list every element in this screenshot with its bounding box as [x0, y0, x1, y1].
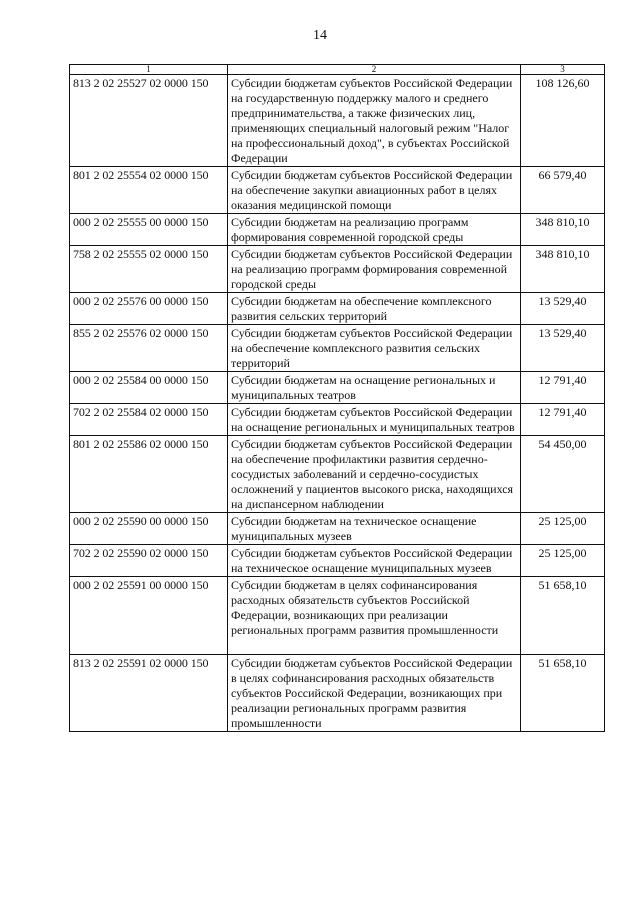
description: Субсидии бюджетам субъектов Российской Федерации на обеспечение профилактики развития сердечно-сосудистых заболеваний и сердечно-сосудистых осложнений у пациентов высокого риска, находящихся на диспансерном наблюдении: [228, 436, 521, 513]
amount: 348 810,10: [521, 214, 605, 246]
page-number: 14: [313, 28, 327, 43]
table-row: [70, 436, 605, 513]
table-row: [70, 246, 605, 293]
table-row: [70, 655, 605, 732]
description: Субсидии бюджетам на реализацию программ формирования современной городской среды: [228, 214, 521, 246]
table-row: [70, 404, 605, 436]
description: Субсидии бюджетам субъектов Российской Федерации на техническое оснащение муниципальных музеев: [228, 545, 521, 577]
amount: 54 450,00: [521, 436, 605, 513]
budget-code: 000 2 02 25590 00 0000 150: [70, 513, 228, 545]
table-row: [70, 214, 605, 246]
description: Субсидии бюджетам субъектов Российской Федерации на реализацию программ формирования современной городской среды: [228, 246, 521, 293]
description: Субсидии бюджетам на обеспечение комплексного развития сельских территорий: [228, 293, 521, 325]
table-row: [70, 325, 605, 372]
amount: 12 791,40: [521, 372, 605, 404]
budget-code: 000 2 02 25555 00 0000 150: [70, 214, 228, 246]
budget-code: 813 2 02 25591 02 0000 150: [70, 655, 228, 732]
description: Субсидии бюджетам субъектов Российской Федерации на государственную поддержку малого и среднего предпринимательства, а также физических лиц, применяющих специальный налоговый режим "Налог на профессиональный доход", в субъектах Российской Федерации: [228, 75, 521, 167]
description: Субсидии бюджетам субъектов Российской Федерации на обеспечение закупки авиационных работ в целях оказания медицинской помощи: [228, 167, 521, 214]
budget-code: 000 2 02 25584 00 0000 150: [70, 372, 228, 404]
column-header-1: 1: [70, 65, 228, 75]
description: Субсидии бюджетам на оснащение региональных и муниципальных театров: [228, 372, 521, 404]
column-header-3: 3: [521, 65, 605, 75]
budget-code: 000 2 02 25591 00 0000 150: [70, 577, 228, 655]
budget-code: 000 2 02 25576 00 0000 150: [70, 293, 228, 325]
description: Субсидии бюджетам субъектов Российской Федерации на обеспечение комплексного развития сельских территорий: [228, 325, 521, 372]
table-row: [70, 293, 605, 325]
table-row: [70, 167, 605, 214]
description: Субсидии бюджетам субъектов Российской Федерации в целях софинансирования расходных обязательств субъектов Российской Федерации, возникающих при реализации региональных программ развития промышленности: [228, 655, 521, 732]
amount: 51 658,10: [521, 655, 605, 732]
amount: 108 126,60: [521, 75, 605, 167]
table-row: [70, 513, 605, 545]
header-row: [70, 65, 605, 75]
amount: 66 579,40: [521, 167, 605, 214]
description: Субсидии бюджетам в целях софинансирования расходных обязательств субъектов Российской Федерации, возникающих при реализации региональных программ развития промышленности: [228, 577, 521, 655]
description: Субсидии бюджетам на техническое оснащение муниципальных музеев: [228, 513, 521, 545]
description: Субсидии бюджетам субъектов Российской Федерации на оснащение региональных и муниципальных театров: [228, 404, 521, 436]
amount: 348 810,10: [521, 246, 605, 293]
amount: 12 791,40: [521, 404, 605, 436]
budget-code: 855 2 02 25576 02 0000 150: [70, 325, 228, 372]
table-row: [70, 372, 605, 404]
budget-code: 702 2 02 25584 02 0000 150: [70, 404, 228, 436]
budget-code: 801 2 02 25554 02 0000 150: [70, 167, 228, 214]
column-header-2: 2: [228, 65, 521, 75]
amount: 13 529,40: [521, 325, 605, 372]
amount: 51 658,10: [521, 577, 605, 655]
amount: 25 125,00: [521, 513, 605, 545]
table-row: [70, 545, 605, 577]
budget-code: 758 2 02 25555 02 0000 150: [70, 246, 228, 293]
budget-code: 702 2 02 25590 02 0000 150: [70, 545, 228, 577]
table-row: [70, 577, 605, 655]
budget-code: 801 2 02 25586 02 0000 150: [70, 436, 228, 513]
amount: 25 125,00: [521, 545, 605, 577]
amount: 13 529,40: [521, 293, 605, 325]
table-row: [70, 75, 605, 167]
budget-table: [69, 64, 605, 732]
budget-code: 813 2 02 25527 02 0000 150: [70, 75, 228, 167]
